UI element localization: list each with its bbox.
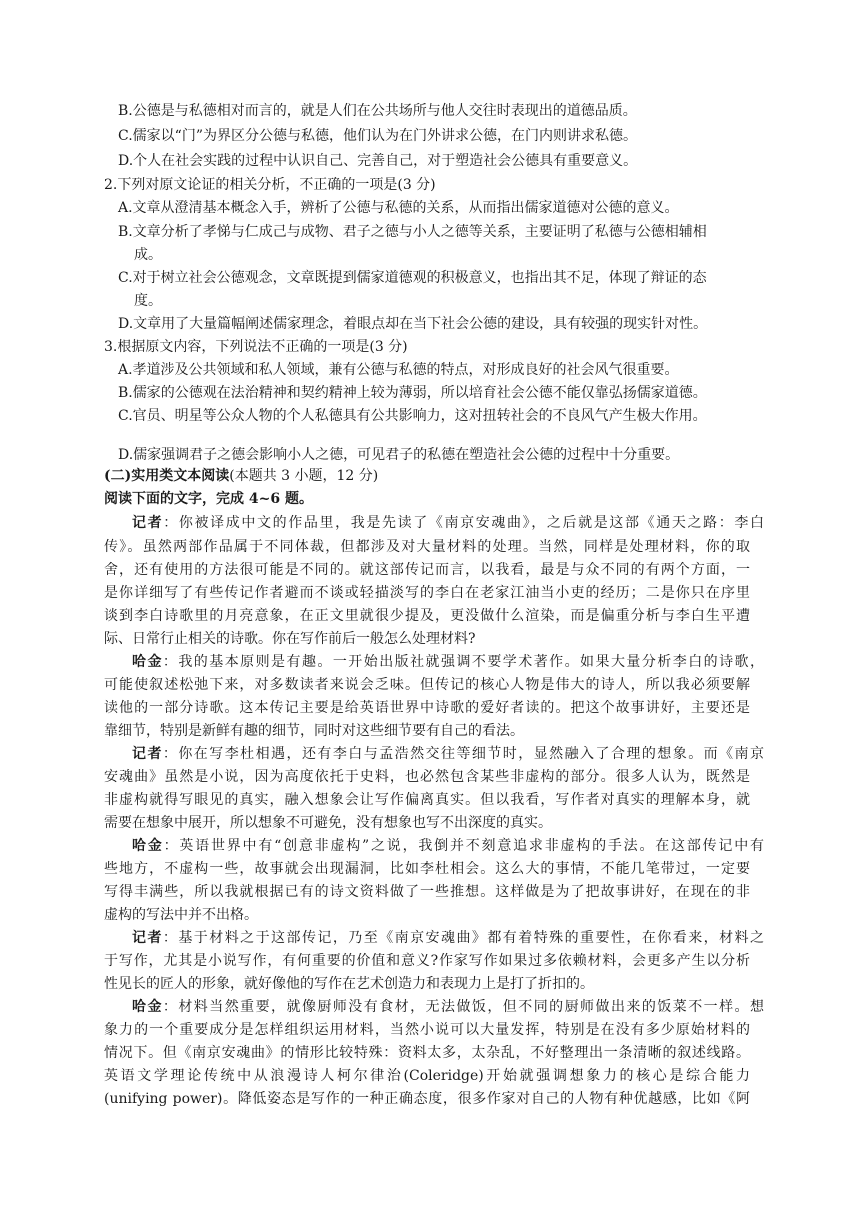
q2-option-a: A.文章从澄清基本概念入手，辨析了公德与私德的关系，从而指出儒家道德对公德的意义。 [118, 200, 679, 216]
q2-option-c: C.对于树立社会公德观念，文章既提到儒家道德观的积极意义，也指出其不足，体现了辩证的态 [118, 270, 707, 286]
interview-p3-line: 非虚构就得写眼见的真实，融入想象会让写作偏离真实。但以我看，写作者对真实的理解本身，就 [104, 792, 750, 808]
speaker-reporter: 记者 [132, 930, 163, 946]
interview-p3-line: 记者：你在写李杜相遇，还有李白与孟浩然交往等细节时，显然融入了合理的想象。而《南京 [132, 746, 765, 762]
interview-p1-line: 际、日常行止相关的诗歌。你在写作前后一般怎么处理材料? [104, 631, 476, 647]
interview-p6-line: 情况下。但《南京安魂曲》的情形比较特殊：资料太多，太杂乱，不好整理出一条清晰的叙述线路。 [104, 1045, 750, 1061]
q2-option-b-cont: 成。 [134, 247, 162, 263]
interview-p4-line: 写得丰满些，所以我就根据已有的诗文资料做了一些推想。这样做是为了把故事讲好，在现在的非 [104, 884, 750, 900]
interview-p6-line: 英语文学理论传统中从浪漫诗人柯尔律治(Coleridge)开始就强调想象力的核心是综合能力 [104, 1068, 750, 1084]
interview-p6-line: (unifying power)。降低姿态是写作的一种正确态度，很多作家对自己的人物有种优越感，比如《阿 [104, 1091, 750, 1107]
q3-option-a: A.孝道涉及公共领域和私人领域，兼有公德与私德的特点，对形成良好的社会风气很重要。 [118, 362, 679, 378]
section-title: (二)实用类文本阅读 [104, 468, 230, 484]
speaker-ha-jin: 哈金 [132, 654, 163, 670]
interview-p6-line: 哈金：材料当然重要，就像厨师没有食材，无法做饭，但不同的厨师做出来的饭菜不一样。想 [132, 999, 765, 1015]
speaker-reporter: 记者 [132, 746, 163, 762]
interview-p5-line: 性见长的匠人的形象，就好像他的写作在艺术创造力和表现力上是打了折扣的。 [104, 976, 594, 992]
interview-p6-line: 象力的一个重要成分是怎样组织运用材料，当然小说可以大量发挥，特别是在没有多少原始材料的 [104, 1022, 750, 1038]
interview-p1-line: 记者：你被译成中文的作品里，我是先读了《南京安魂曲》，之后就是这部《通天之路：李白 [132, 515, 764, 531]
interview-p5-line: 于写作，尤其是小说写作，有何重要的价值和意义?作家写作如果过多依赖材料，会更多产生以分析 [104, 953, 750, 969]
interview-p5-line: 记者：基于材料之于这部传记，乃至《南京安魂曲》都有着特殊的重要性，在你看来，材料之 [132, 930, 765, 946]
q3-option-c: C.官员、明星等公众人物的个人私德具有公共影响力，这对扭转社会的不良风气产生极大作用。 [118, 408, 707, 424]
interview-p4-line: 虚构的写法中并不出格。 [104, 907, 258, 923]
interview-p2-line: 读他的一部分诗歌。这本传记主要是给英语世界中诗歌的爱好者读的。把这个故事讲好，主要还是 [104, 700, 750, 716]
interview-p1-line: 谈到李白诗歌里的月亮意象，在正文里就很少提及，更没做什么渲染，而是偏重分析与李白生平遭 [104, 608, 750, 624]
section-note: (本题共 3 小题，12 分) [229, 468, 379, 484]
speaker-ha-jin: 哈金 [132, 999, 163, 1015]
q2-stem: 2.下列对原文论证的相关分析，不正确的一项是(3 分) [104, 177, 436, 193]
q2-option-d: D.文章用了大量篇幅阐述儒家理念，着眼点却在当下社会公德的建设，具有较强的现实针对性。 [118, 316, 708, 332]
speaker-reporter: 记者 [132, 515, 164, 531]
q2-option-c-cont: 度。 [134, 293, 162, 309]
interview-p4-line: 哈金：英语世界中有“创意非虚构”之说，我倒并不刻意追求非虚构的手法。在这部传记中有 [132, 838, 765, 854]
interview-p2-line: 靠细节，特别是新鲜有趣的细节，同时对这些细节要有自己的看法。 [104, 723, 524, 739]
interview-p1-line: 是你详细写了有些传记作者避而不谈或轻描淡写的李白在老家江油当小吏的经历；二是你只在序里 [104, 585, 750, 601]
interview-p1-line: 传》。虽然两部作品属于不同体裁，但都涉及对大量材料的处理。当然，同样是处理材料，你的取 [104, 539, 750, 555]
q3-option-b: B.儒家的公德观在法治精神和契约精神上较为薄弱，所以培育社会公德不能仅靠弘扬儒家道德。 [118, 385, 707, 401]
q3-option-d: D.儒家强调君子之德会影响小人之德，可见君子的私德在塑造社会公德的过程中十分重要。 [118, 447, 680, 463]
q1-option-d: D.个人在社会实践的过程中认识自己、完善自己，对于塑造社会公德具有重要意义。 [118, 153, 638, 169]
q3-stem: 3.根据原文内容，下列说法不正确的一项是(3 分) [104, 339, 408, 355]
interview-p4-line: 些地方，不虚构一些，故事就会出现漏洞，比如李杜相会。这么大的事情，不能几笔带过，一定要 [104, 861, 750, 877]
interview-p2-line: 可能使叙述松弛下来，对多数读者来说会乏味。但传记的核心人物是伟大的诗人，所以我必须要解 [104, 677, 750, 693]
interview-p2-line: 哈金：我的基本原则是有趣。一开始出版社就强调不要学术著作。如果大量分析李白的诗歌， [132, 654, 765, 670]
interview-p3-line: 安魂曲》虽然是小说，因为高度依托于史料，也必然包含某些非虚构的部分。很多人认为，既然是 [104, 769, 750, 785]
q1-option-c: C.儒家以“门”为界区分公德与私德，他们认为在门外讲求公德，在门内则讲求私德。 [118, 128, 637, 144]
q1-option-b: B.公德是与私德相对而言的，就是人们在公共场所与他人交往时表现出的道德品质。 [118, 103, 637, 119]
interview-p1-line: 舍，还有使用的方法很可能是不同的。就这部传记而言，以我看，最是与众不同的有两个方面，一 [104, 562, 750, 578]
q2-option-b: B.文章分析了孝悌与仁成己与成物、君子之德与小人之德等关系，主要证明了私德与公德相辅相 [118, 224, 707, 240]
section-instruction: 阅读下面的文字，完成 4~6 题。 [104, 491, 313, 507]
speaker-ha-jin: 哈金 [132, 838, 164, 854]
interview-p3-line: 需要在想象中展开，所以想象不可避免，没有想象也写不出深度的真实。 [104, 815, 552, 831]
section-heading [104, 466, 378, 486]
